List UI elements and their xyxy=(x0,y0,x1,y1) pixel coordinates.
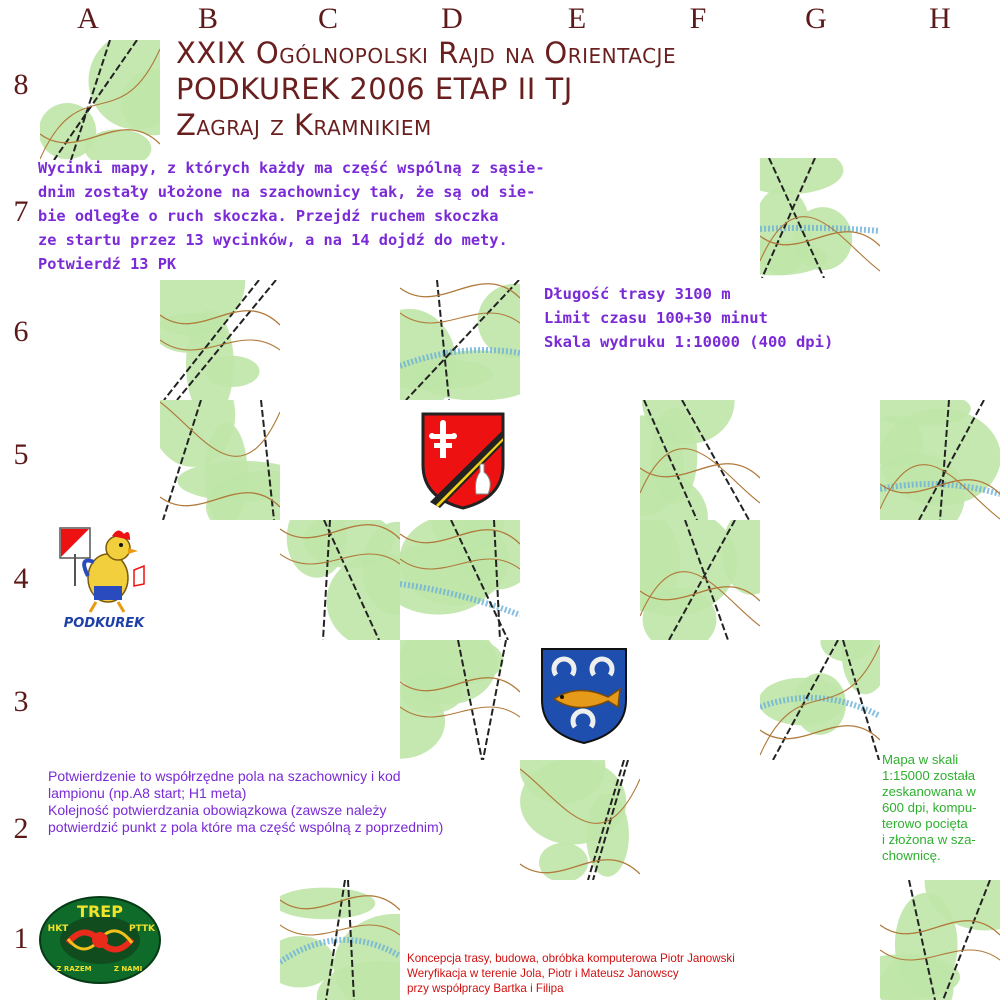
row-label-1: 1 xyxy=(13,922,29,955)
event-subtitle: Zagraj z Kramnikiem xyxy=(176,108,432,142)
instructions-line: bie odległe o ruch skoczka. Przejdź ruchem skoczka xyxy=(38,207,499,225)
map-tile-f4 xyxy=(640,520,760,640)
column-label-e: E xyxy=(567,2,587,35)
credits xyxy=(407,951,735,996)
instructions-line: ze startu przez 13 wycinków, a na 14 dojdź do mety. xyxy=(38,231,508,249)
instructions-line: dnim zostały ułożone na szachownicy tak, że są od sie- xyxy=(38,183,536,201)
map-tile-d6 xyxy=(400,280,520,400)
row-label-7: 7 xyxy=(13,195,29,228)
event-stage: PODKUREK 2006 ETAP II TJ xyxy=(176,72,573,106)
map-tile-b5 xyxy=(160,400,280,520)
column-label-f: F xyxy=(689,2,707,35)
column-label-g: G xyxy=(805,2,827,35)
note-line: lampionu (np.A8 start; H1 meta) xyxy=(48,785,247,801)
trep-club-logo xyxy=(38,895,162,985)
credits-line: przy współpracy Bartka i Filipa xyxy=(407,982,564,995)
map-tile-e2 xyxy=(520,760,640,880)
map-tile-d3 xyxy=(400,640,520,760)
column-label-d: D xyxy=(441,2,463,35)
row-label-8: 8 xyxy=(13,68,29,101)
note-line: potwierdzić punkt z pola które ma część wspólną z poprzednim) xyxy=(48,819,444,835)
row-label-4: 4 xyxy=(13,562,29,595)
confirmation-note xyxy=(48,768,508,836)
mascot-wordmark: PODKUREK xyxy=(63,616,145,631)
podkurek-mascot-logo xyxy=(58,526,150,634)
map-tile-h5 xyxy=(880,400,1000,520)
row-label-2: 2 xyxy=(13,812,29,845)
credits-line: Koncepcja trasy, budowa, obróbka komputerowa Piotr Janowski xyxy=(407,952,735,965)
map-tile-d4 xyxy=(400,520,520,640)
course-info xyxy=(544,282,833,354)
event-title: XXIX Ogólnopolski Rajd na Orientacje xyxy=(176,36,677,70)
instructions xyxy=(38,156,758,276)
scan-note xyxy=(882,752,992,864)
scan-note-line: Mapa w skali xyxy=(882,752,959,767)
map-tile-c4 xyxy=(280,520,400,640)
scan-note-line: zeskanowana w xyxy=(882,784,976,799)
column-label-h: H xyxy=(929,2,951,35)
instructions-line: Wycinki mapy, z których każdy ma część wspólną z sąsie- xyxy=(38,159,545,177)
map-tile-f5 xyxy=(640,400,760,520)
map-tile-c1 xyxy=(280,880,400,1000)
scan-note-line: terowo pocięta xyxy=(882,816,968,831)
scan-note-line: i złożona w sza- xyxy=(882,832,976,847)
credits-line: Weryfikacja w terenie Jola, Piotr i Mateusz Janowscy xyxy=(407,967,679,980)
row-label-3: 3 xyxy=(13,685,29,718)
scan-note-line: 1:15000 została xyxy=(882,768,976,783)
row-label-5: 5 xyxy=(13,438,29,471)
note-line: Kolejność potwierdzania obowiązkowa (zawsze należy xyxy=(48,802,387,818)
map-tile-g3 xyxy=(760,640,880,760)
coat-of-arms-red xyxy=(418,410,508,510)
time-limit: Limit czasu 100+30 minut xyxy=(544,309,768,327)
note-line: Potwierdzenie to współrzędne pola na szachownicy i kod xyxy=(48,768,401,784)
course-length: Długość trasy 3100 m xyxy=(544,285,731,303)
column-label-b: B xyxy=(197,2,218,35)
club-bottom-right-text: Z NAMI xyxy=(113,965,143,973)
row-label-6: 6 xyxy=(13,315,29,348)
scan-note-line: 600 dpi, kompu- xyxy=(882,800,977,815)
club-right-text: PTTK xyxy=(128,924,156,934)
club-left-text: HKT xyxy=(47,924,69,934)
print-scale: Skala wydruku 1:10000 (400 dpi) xyxy=(544,333,834,351)
map-tile-h1 xyxy=(880,880,1000,1000)
column-label-c: C xyxy=(317,2,338,35)
map-tile-b6 xyxy=(160,280,280,400)
map-tile-a8 xyxy=(40,40,160,160)
scan-note-line: chownicę. xyxy=(882,848,941,863)
column-label-a: A xyxy=(77,2,99,35)
map-tile-g7 xyxy=(760,158,880,278)
coat-of-arms-blue xyxy=(538,645,630,745)
club-bottom-left-text: Z RAZEM xyxy=(56,965,92,973)
instructions-line: Potwierdź 13 PK xyxy=(38,255,177,273)
club-name: TREP xyxy=(77,902,123,921)
